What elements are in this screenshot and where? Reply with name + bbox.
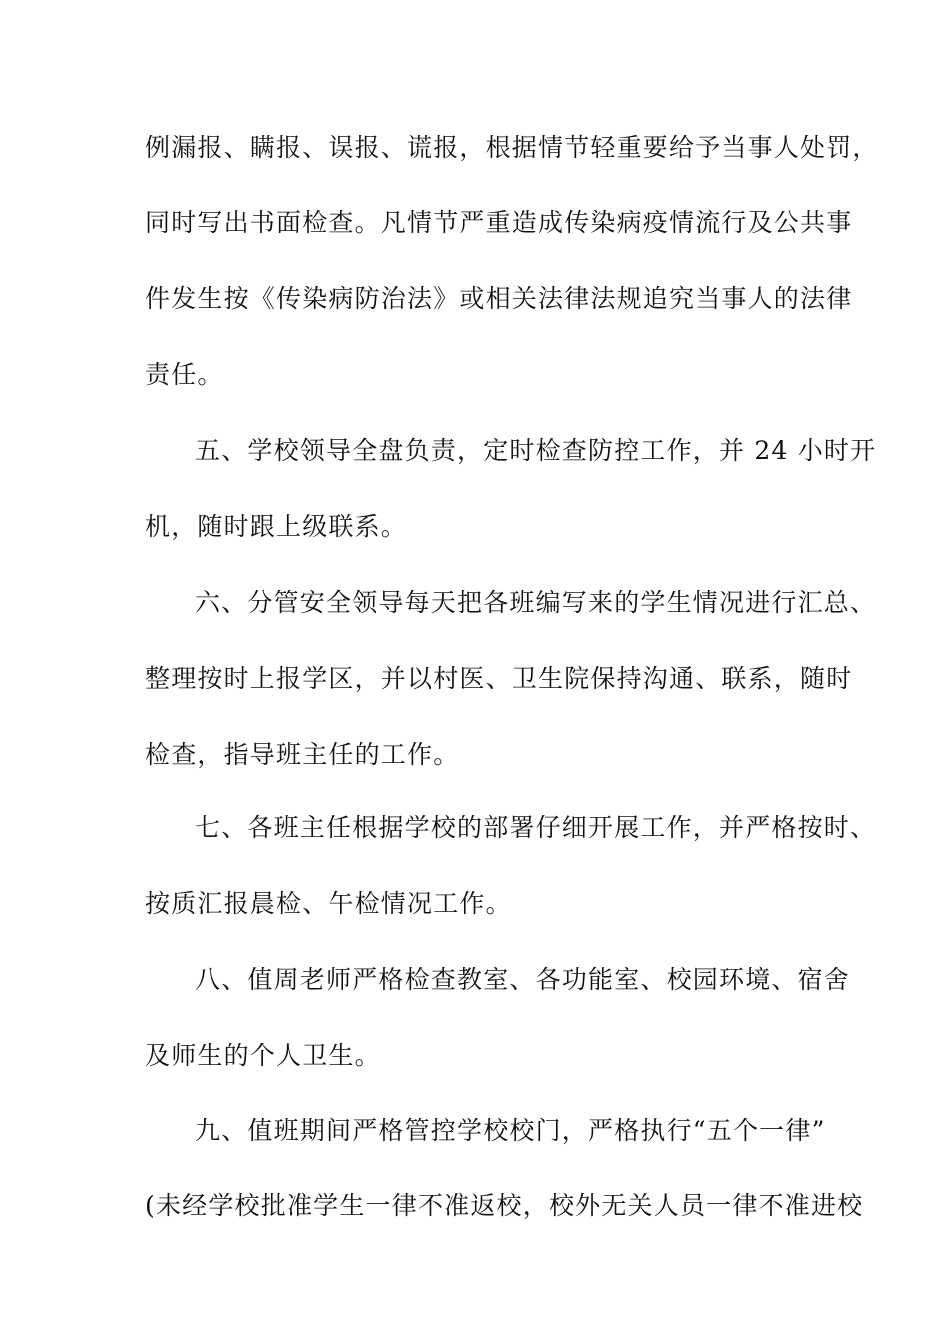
text-line: 例漏报、瞒报、误报、谎报，根据情节轻重要给予当事人处罚， xyxy=(145,133,879,162)
text-line: 检查，指导班主任的工作。 xyxy=(145,740,460,769)
paragraph-8-line: 八、值周老师严格检查教室、各功能室、校园环境、宿舍 xyxy=(195,965,851,994)
paragraph-9-line: 九、值班期间严格管控学校校门，严格执行“五个一律” xyxy=(195,1116,826,1145)
text-line: 按质汇报晨检、午检情况工作。 xyxy=(145,889,512,918)
paragraph-6-line: 六、分管安全领导每天把各班编写来的学生情况进行汇总、 xyxy=(195,588,877,617)
text-line: 件发生按《传染病防治法》或相关法律法规追究当事人的法律 xyxy=(145,284,853,313)
text-line: 整理按时上报学区，并以村医、卫生院保持沟通、联系，随时 xyxy=(145,664,853,693)
text-line: (未经学校批准学生一律不准返校，校外无关人员一律不准进校 xyxy=(145,1191,864,1220)
text-line: 同时写出书面检查。凡情节严重造成传染病疫情流行及公共事 xyxy=(145,208,853,237)
text-line: 责任。 xyxy=(145,360,224,389)
paragraph-5-line: 五、学校领导全盘负责，定时检查防控工作，并 24 小时开 xyxy=(195,436,877,465)
text-line: 及师生的个人卫生。 xyxy=(145,1041,381,1070)
paragraph-7-line: 七、各班主任根据学校的部署仔细开展工作，并严格按时、 xyxy=(195,813,877,842)
text-line: 机，随时跟上级联系。 xyxy=(145,512,408,541)
